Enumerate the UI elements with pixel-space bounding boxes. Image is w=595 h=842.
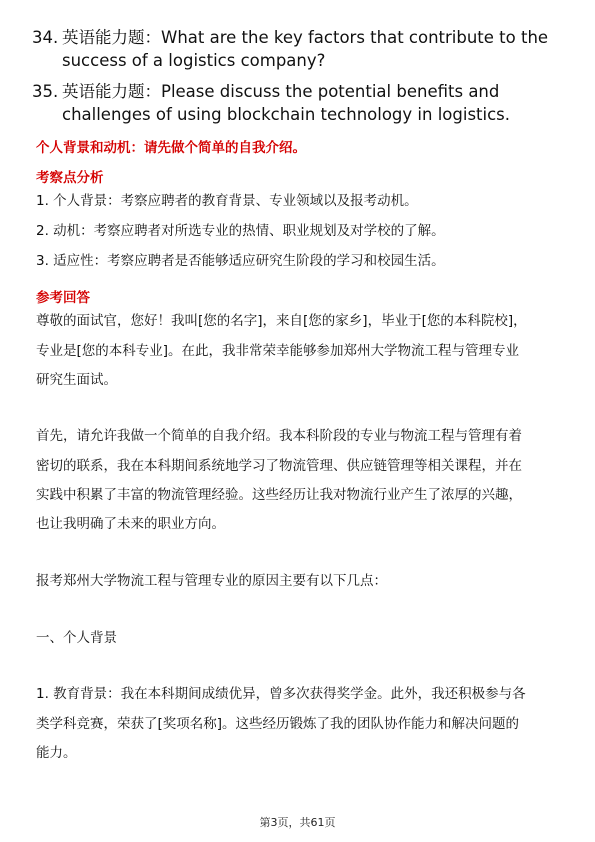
- analysis-item: 1. 个人背景：考察应聘者的教育背景、专业领域以及报考动机。: [36, 193, 418, 209]
- answer-line: 实践中积累了丰富的物流管理经验。这些经历让我对物流行业产生了浓厚的兴趣，: [36, 487, 522, 503]
- answer-line: 尊敬的面试官，您好！我叫[您的名字]，来自[您的家乡]，毕业于[您的本科院校]，: [36, 313, 527, 329]
- answer-line: 报考郑州大学物流工程与管理专业的原因主要有以下几点：: [36, 573, 387, 589]
- answer-line: 也让我明确了未来的职业方向。: [36, 516, 225, 532]
- question-35: [32, 80, 552, 126]
- answer-line: 密切的联系，我在本科期间系统地学习了物流管理、供应链管理等相关课程，并在: [36, 458, 522, 474]
- question-number: 34.: [32, 28, 59, 47]
- question-text-line: challenges of using blockchain technology in logistics.: [62, 105, 511, 124]
- answer-line: 能力。: [36, 745, 77, 761]
- answer-line: 首先，请允许我做一个简单的自我介绍。我本科阶段的专业与物流工程与管理有着: [36, 428, 522, 444]
- question-text-line: 英语能力题：What are the key factors that contribute to the: [62, 28, 549, 47]
- analysis-item: 3. 适应性：考察应聘者是否能够适应研究生阶段的学习和校园生活。: [36, 253, 445, 269]
- page-footer: 第3页，共61页: [259, 816, 336, 829]
- question-text-line: 英语能力题：Please discuss the potential benefits and: [62, 82, 500, 101]
- analysis-heading: 考察点分析: [36, 170, 104, 186]
- answer-line: 专业是[您的本科专业]。在此，我非常荣幸能够参加郑州大学物流工程与管理专业: [36, 343, 520, 359]
- answer-subheading: 一、个人背景: [36, 630, 117, 646]
- answer-line: 研究生面试。: [36, 372, 117, 388]
- analysis-item: 2. 动机：考察应聘者对所选专业的热情、职业规划及对学校的了解。: [36, 223, 445, 239]
- section-title: 个人背景和动机：请先做个简单的自我介绍。: [36, 140, 306, 156]
- question-34: [32, 26, 552, 72]
- answer-line: 1. 教育背景：我在本科期间成绩优异，曾多次获得奖学金。此外，我还积极参与各: [36, 686, 526, 702]
- question-text-line: success of a logistics company?: [62, 51, 326, 70]
- answer-line: 类学科竞赛，荣获了[奖项名称]。这些经历锻炼了我的团队协作能力和解决问题的: [36, 716, 520, 732]
- question-number: 35.: [32, 82, 59, 101]
- answer-heading: 参考回答: [36, 290, 90, 306]
